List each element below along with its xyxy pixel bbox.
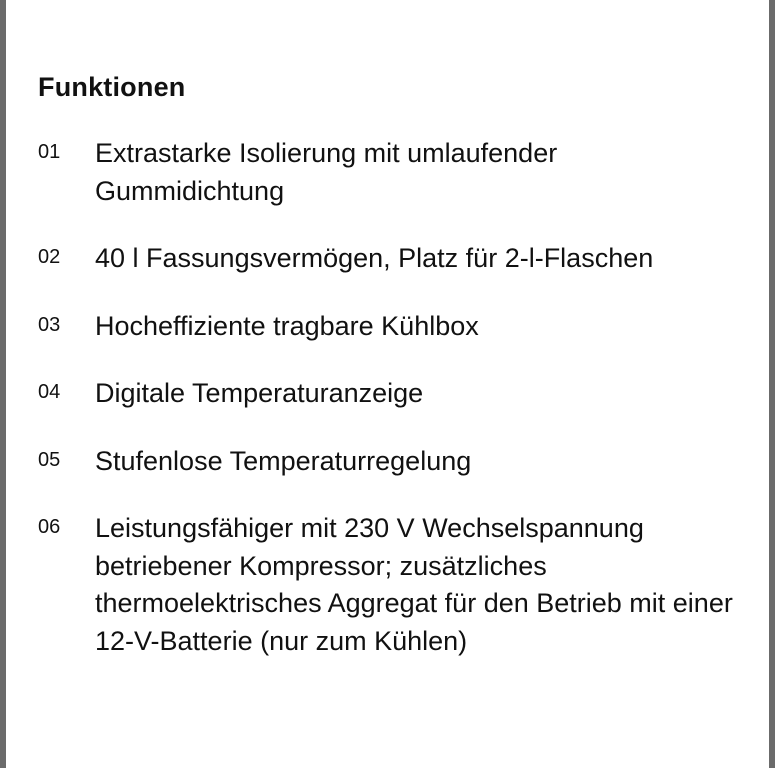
feature-text: Leistungsfähiger mit 230 V Wechselspannung betriebener Kompressor; zusätzliches thermoelektrisches Aggregat für den Betrieb mit einer 12-V-Batterie (nur zum Kühlen) <box>95 513 733 656</box>
feature-item-01 <box>38 135 748 210</box>
feature-number: 02 <box>38 246 61 268</box>
feature-text: Digitale Temperaturanzeige <box>95 378 424 408</box>
feature-text: Extrastarke Isolierung mit umlaufender Gummidichtung <box>95 138 558 206</box>
feature-item-06 <box>38 510 748 660</box>
feature-number: 04 <box>38 381 61 403</box>
feature-number: 01 <box>38 141 61 163</box>
feature-text: Hocheffiziente tragbare Kühlbox <box>95 310 479 341</box>
feature-number: 03 <box>38 313 61 336</box>
features-section <box>38 70 748 690</box>
feature-text: 40 l Fassungsvermögen, Platz für 2-l-Flaschen <box>95 243 654 273</box>
feature-item-03 <box>38 308 748 346</box>
feature-item-02 <box>38 240 748 278</box>
section-title: Funktionen <box>38 72 186 102</box>
feature-text: Stufenlose Temperaturregelung <box>95 445 472 476</box>
feature-number: 05 <box>38 448 61 471</box>
feature-item-04 <box>38 375 748 413</box>
feature-number: 06 <box>38 516 61 538</box>
feature-list <box>38 135 748 660</box>
feature-item-05 <box>38 443 748 481</box>
